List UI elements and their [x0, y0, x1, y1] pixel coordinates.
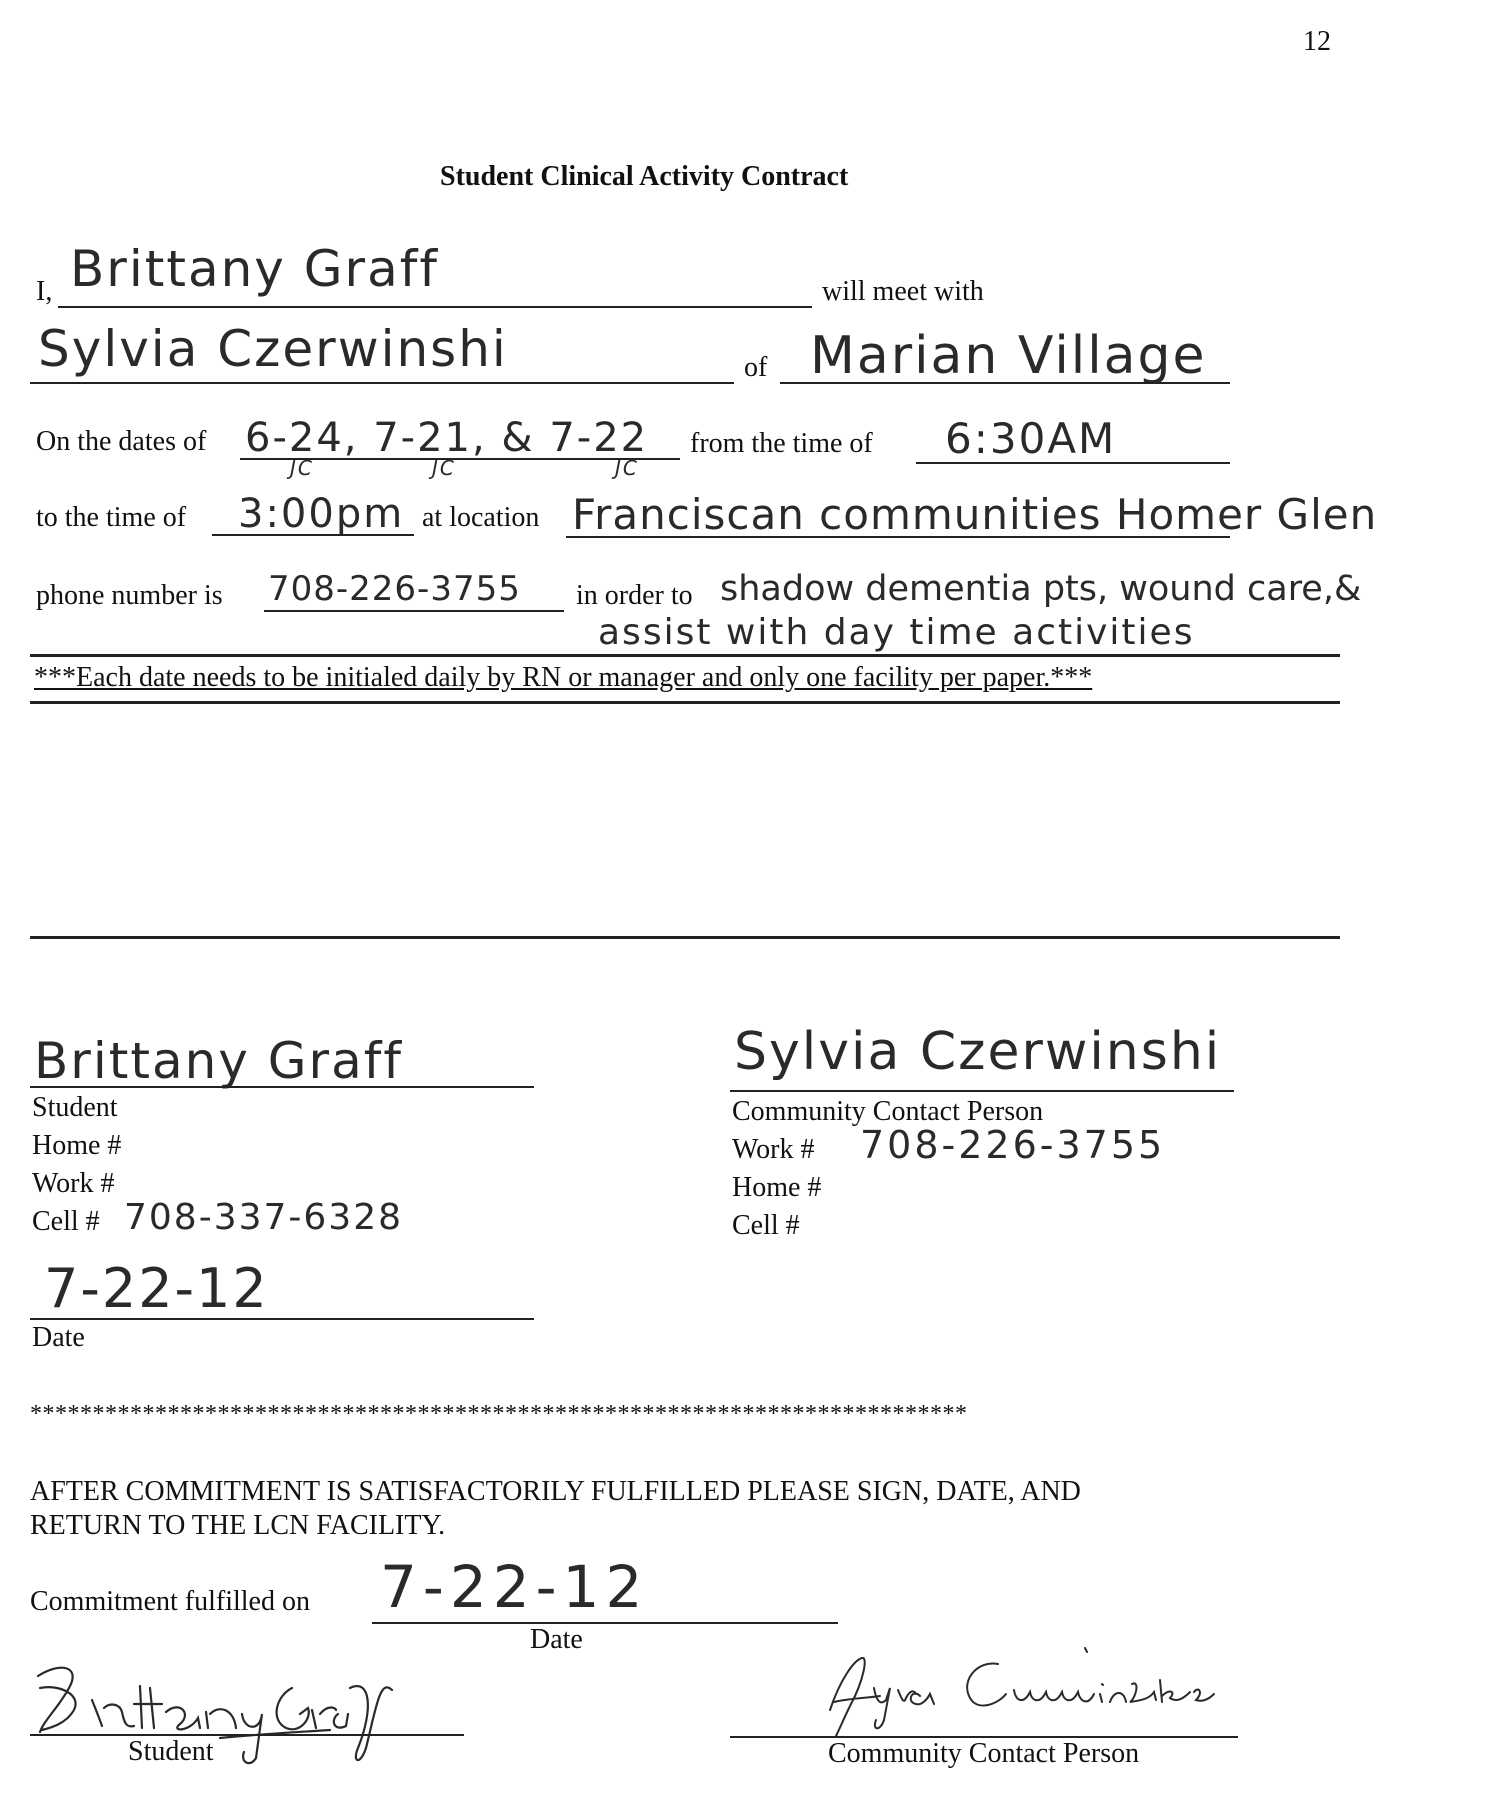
student-label: Student	[32, 1092, 118, 1123]
final-student-signature-line	[30, 1734, 464, 1736]
student-name-handwritten: Brittany Graff	[70, 240, 439, 298]
purpose-line	[30, 654, 1340, 657]
student-work-label: Work #	[32, 1168, 115, 1199]
fulfilled-date-handwritten: 7-22-12	[380, 1553, 649, 1621]
organization-handwritten: Marian Village	[810, 326, 1207, 386]
location-handwritten: Franciscan communities Homer Glen	[572, 490, 1378, 539]
student-date-handwritten: 7-22-12	[44, 1257, 269, 1320]
dates-initial-2: JC	[432, 456, 456, 480]
i-label: I,	[36, 276, 53, 307]
student-date-line	[30, 1318, 534, 1320]
to-time-line	[212, 534, 414, 536]
contact-work-label: Work #	[732, 1134, 815, 1165]
purpose-label: in order to	[576, 580, 693, 611]
of-label: of	[744, 352, 768, 383]
to-time-label: to the time of	[36, 502, 187, 533]
from-time-handwritten: 6:30AM	[945, 414, 1117, 463]
fulfilled-date-label: Date	[530, 1624, 583, 1655]
purpose-line2-handwritten: assist with day time activities	[598, 612, 1195, 653]
phone-label: phone number is	[36, 580, 223, 611]
contact-signature-handwritten: Sylvia Czerwinshi	[734, 1022, 1222, 1082]
student-signature-line	[30, 1086, 534, 1088]
fulfilled-date-line	[372, 1622, 838, 1624]
final-student-label: Student	[128, 1736, 214, 1767]
student-cell-label: Cell #	[32, 1206, 100, 1237]
form-title: Student Clinical Activity Contract	[440, 161, 849, 192]
asterisk-separator: ***************************************************************************	[30, 1401, 968, 1427]
after-commitment-line2: RETURN TO THE LCN FACILITY.	[30, 1510, 446, 1541]
student-signature-handwritten: Brittany Graff	[34, 1032, 403, 1090]
page-number: 12	[1303, 26, 1331, 57]
phone-line	[264, 610, 564, 612]
dates-initial-1: JC	[290, 456, 314, 480]
student-cell-handwritten: 708-337-6328	[124, 1197, 404, 1238]
dates-label: On the dates of	[36, 426, 207, 457]
will-meet-with-label: will meet with	[822, 276, 984, 307]
contact-name-handwritten: Sylvia Czerwinshi	[38, 320, 508, 378]
phone-handwritten: 708-226-3755	[268, 569, 521, 609]
final-contact-signature	[810, 1640, 1270, 1740]
contact-cell-label: Cell #	[732, 1210, 800, 1241]
student-home-label: Home #	[32, 1130, 122, 1161]
from-time-line	[916, 462, 1230, 464]
contact-home-label: Home #	[732, 1172, 822, 1203]
contact-signature-line	[730, 1090, 1234, 1092]
initial-notice: ***Each date needs to be initialed daily by RN or manager and only one facility per paper.***	[34, 662, 1093, 693]
notice-underline	[30, 701, 1340, 704]
final-contact-label: Community Contact Person	[828, 1738, 1140, 1769]
location-label: at location	[422, 502, 540, 533]
after-commitment-line1: AFTER COMMITMENT IS SATISFACTORILY FULFILLED PLEASE SIGN, DATE, AND	[30, 1476, 1081, 1507]
contact-name-line	[30, 382, 734, 384]
from-time-label: from the time of	[690, 428, 873, 459]
to-time-handwritten: 3:00pm	[238, 491, 405, 537]
dates-handwritten: 6-24, 7-21, & 7-22	[245, 415, 649, 461]
organization-line	[780, 382, 1230, 384]
student-date-label: Date	[32, 1322, 85, 1353]
blank-separator-line	[30, 936, 1340, 939]
fulfilled-label: Commitment fulfilled on	[30, 1586, 310, 1617]
dates-initial-3: JC	[615, 456, 639, 480]
purpose-line1-handwritten: shadow dementia pts, wound care,&	[720, 569, 1362, 609]
student-name-line	[58, 306, 812, 308]
final-student-signature	[30, 1648, 410, 1768]
contact-label: Community Contact Person	[732, 1096, 1044, 1127]
contact-work-handwritten: 708-226-3755	[860, 1123, 1166, 1167]
location-line	[566, 536, 1230, 538]
